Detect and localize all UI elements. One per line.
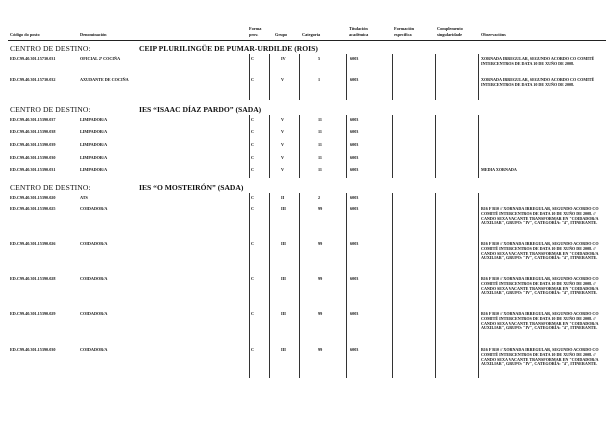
cell-categoria: 99 xyxy=(318,347,323,352)
column-rule xyxy=(269,193,270,378)
cell-titulacion: 6003 xyxy=(350,129,359,134)
cell-grupo: V xyxy=(281,155,285,160)
cell-categoria: 2 xyxy=(318,195,321,200)
cell-observacions: B16 F B10 // XORNADA IRREGULAR, SEGUNDO ACORDO CO COMITÉ INTERCENTROS DE DATA 10 DE XUÑO DE 2008. // CANDO SEXA VACANTE TRANSFORMAR EN "COIDADOR/A AUXILIAR", GRUPO: "IV", CATEGORÍA: "4", ITINERANTE. xyxy=(481,206,599,226)
cell-denominacion: LIMPADOR/A xyxy=(80,167,108,172)
column-rule xyxy=(392,54,393,100)
cell-observacions: B16 F B10 // XORNADA IRREGULAR, SEGUNDO ACORDO CO COMITÉ INTERCENTROS DE DATA 10 DE XUÑO DE 2008. // CANDO SEXA VACANTE TRANSFORMAR EN "COIDADOR/A AUXILIAR", GRUPO: "IV", CATEGORÍA: "4", ITINERANTE. xyxy=(481,276,599,296)
cell-grupo: III xyxy=(281,241,286,246)
cell-code: ED.C99.40.301.15390.031 xyxy=(10,167,56,172)
cell-forma: C xyxy=(251,56,255,61)
cell-grupo: II xyxy=(281,195,285,200)
section-label: CENTRO DE DESTINO: xyxy=(10,183,91,192)
cell-categoria: 1 xyxy=(318,77,321,82)
cell-titulacion: 6003 xyxy=(350,155,359,160)
column-rule xyxy=(435,193,436,378)
cell-titulacion: 6003 xyxy=(350,142,359,147)
cell-forma: C xyxy=(251,167,255,172)
column-rule xyxy=(249,193,250,378)
header-codigo: Código do posto xyxy=(10,32,40,37)
column-rule xyxy=(392,115,393,178)
cell-grupo: V xyxy=(281,129,285,134)
cell-titulacion: 6003 xyxy=(350,117,359,122)
header-rule xyxy=(8,40,606,41)
cell-categoria: 11 xyxy=(318,167,322,172)
cell-denominacion: COIDADOR/A xyxy=(80,206,108,211)
cell-denominacion: ATS xyxy=(80,195,88,200)
header-formacion-line2: específica xyxy=(394,32,412,37)
column-rule xyxy=(478,115,479,178)
cell-observacions: B16 F B10 // XORNADA IRREGULAR, SEGUNDO ACORDO CO COMITÉ INTERCENTROS DE DATA 10 DE XUÑO DE 2008. // CANDO SEXA VACANTE TRANSFORMAR EN "COIDADOR/A AUXILIAR", GRUPO: "IV", CATEGORÍA: "4", ITINERANTE. xyxy=(481,347,599,367)
cell-denominacion: LIMPADOR/A xyxy=(80,142,108,147)
section-label: CENTRO DE DESTINO: xyxy=(10,44,91,53)
header-grupo: Grupo xyxy=(275,32,288,37)
cell-denominacion: AXUDANTE DE COCIÑA xyxy=(80,77,129,82)
cell-forma: C xyxy=(251,347,255,352)
cell-forma: C xyxy=(251,206,255,211)
header-observacions: Observacións xyxy=(481,32,506,37)
header-titulacion-line1: Titulación xyxy=(349,26,368,31)
cell-forma: C xyxy=(251,77,255,82)
column-rule xyxy=(299,54,300,100)
cell-forma: C xyxy=(251,311,255,316)
header-complemento-line2: singularidade xyxy=(437,32,463,37)
cell-titulacion: 6003 xyxy=(350,206,359,211)
cell-forma: C xyxy=(251,155,255,160)
cell-denominacion: COIDADOR/A xyxy=(80,311,108,316)
cell-categoria: 11 xyxy=(318,142,322,147)
cell-code: ED.C99.40.301.15390.029 xyxy=(10,311,56,316)
cell-categoria: 99 xyxy=(318,241,323,246)
cell-grupo: III xyxy=(281,311,286,316)
cell-forma: C xyxy=(251,241,255,246)
column-rule xyxy=(435,115,436,178)
cell-code: ED.C99.40.301.15390.020 xyxy=(10,195,56,200)
header-denominacion: Denominación xyxy=(80,32,107,37)
cell-code: ED.C99.40.301.15390.028 xyxy=(10,276,56,281)
cell-observacions: B16 F B10 // XORNADA IRREGULAR, SEGUNDO ACORDO CO COMITÉ INTERCENTROS DE DATA 10 DE XUÑO DE 2008. // CANDO SEXA VACANTE TRANSFORMAR EN "COIDADOR/A AUXILIAR", GRUPO: "IV", CATEGORÍA: "4", ITINERANTE. xyxy=(481,311,599,331)
section-label: CENTRO DE DESTINO: xyxy=(10,105,91,114)
column-rule xyxy=(249,54,250,100)
cell-code: ED.C99.40.301.15390.025 xyxy=(10,206,56,211)
cell-titulacion: 6003 xyxy=(350,241,359,246)
cell-grupo: V xyxy=(281,77,285,82)
cell-categoria: 11 xyxy=(318,129,322,134)
column-rule xyxy=(392,193,393,378)
cell-titulacion: 6003 xyxy=(350,56,359,61)
cell-denominacion: OFICIAL 2ª COCIÑA xyxy=(80,56,121,61)
cell-grupo: V xyxy=(281,117,285,122)
column-rule xyxy=(346,193,347,378)
header-forma-line2: prov. xyxy=(249,32,259,37)
header-categoria: Categoría xyxy=(302,32,321,37)
column-rule xyxy=(269,54,270,100)
cell-categoria: 5 xyxy=(318,56,321,61)
cell-categoria: 11 xyxy=(318,155,322,160)
cell-grupo: III xyxy=(281,347,286,352)
column-rule xyxy=(299,115,300,178)
cell-observacions: XORNADA IRREGULAR, SEGUNDO ACORDO CO COMITÉ INTERCENTROS DE DATA 10 DE XUÑO DE 2008. xyxy=(481,77,595,87)
cell-titulacion: 6003 xyxy=(350,347,359,352)
cell-categoria: 99 xyxy=(318,311,323,316)
section-center-name: IES “ISAAC DÍAZ PARDO” (SADA) xyxy=(139,105,262,114)
cell-forma: C xyxy=(251,276,255,281)
column-rule xyxy=(435,54,436,100)
cell-denominacion: COIDADOR/A xyxy=(80,276,108,281)
cell-code: ED.C99.40.301.15390.030 xyxy=(10,347,56,352)
column-rule xyxy=(346,115,347,178)
cell-denominacion: COIDADOR/A xyxy=(80,241,108,246)
column-rule xyxy=(346,54,347,100)
cell-observacions: B16 F B10 // XORNADA IRREGULAR, SEGUNDO ACORDO CO COMITÉ INTERCENTROS DE DATA 10 DE XUÑO DE 2008. // CANDO SEXA VACANTE TRANSFORMAR EN "COIDADOR/A AUXILIAR", GRUPO: "IV", CATEGORÍA: "4", ITINERANTE. xyxy=(481,241,599,261)
cell-titulacion: 6003 xyxy=(350,77,359,82)
cell-titulacion: 6003 xyxy=(350,276,359,281)
column-rule xyxy=(478,54,479,100)
cell-observacions: XORNADA IRREGULAR, SEGUNDO ACORDO CO COMITÉ INTERCENTROS DE DATA 10 DE XUÑO DE 2008. xyxy=(481,56,595,66)
column-rule xyxy=(478,193,479,378)
cell-code: ED.C99.40.301.15730.032 xyxy=(10,77,56,82)
cell-denominacion: LIMPADOR/A xyxy=(80,117,108,122)
cell-categoria: 99 xyxy=(318,276,323,281)
cell-grupo: III xyxy=(281,206,286,211)
cell-denominacion: LIMPADOR/A xyxy=(80,155,108,160)
cell-denominacion: COIDADOR/A xyxy=(80,347,108,352)
cell-titulacion: 6003 xyxy=(350,311,359,316)
header-forma-line1: Forma xyxy=(249,26,262,31)
header-complemento-line1: Complemento xyxy=(437,26,463,31)
column-rule xyxy=(299,193,300,378)
section-center-name: IES “O MOSTEIRÓN” (SADA) xyxy=(139,183,244,192)
cell-grupo: IV xyxy=(281,56,286,61)
cell-code: ED.C99.40.301.15730.031 xyxy=(10,56,56,61)
cell-code: ED.C99.40.301.15390.039 xyxy=(10,142,56,147)
cell-forma: C xyxy=(251,195,255,200)
cell-grupo: III xyxy=(281,276,286,281)
cell-grupo: V xyxy=(281,142,285,147)
column-rule xyxy=(269,115,270,178)
cell-categoria: 11 xyxy=(318,117,322,122)
cell-denominacion: LIMPADOR/A xyxy=(80,129,108,134)
column-rule xyxy=(249,115,250,178)
cell-forma: C xyxy=(251,117,255,122)
cell-forma: C xyxy=(251,129,255,134)
cell-categoria: 99 xyxy=(318,206,323,211)
cell-observacions: MEDIA XORNADA xyxy=(481,167,517,172)
cell-code: ED.C99.40.301.15390.026 xyxy=(10,241,56,246)
cell-code: ED.C99.40.301.15390.038 xyxy=(10,129,56,134)
section-center-name: CEIP PLURILINGÜE DE PUMAR-URDILDE (ROIS) xyxy=(139,44,318,53)
cell-grupo: V xyxy=(281,167,285,172)
header-formacion-line1: Formación xyxy=(394,26,415,31)
cell-forma: C xyxy=(251,142,255,147)
cell-code: ED.C99.40.301.15390.037 xyxy=(10,117,56,122)
cell-titulacion: 6003 xyxy=(350,167,359,172)
header-titulacion-line2: académica xyxy=(349,32,369,37)
cell-code: ED.C99.40.301.15390.030 xyxy=(10,155,56,160)
cell-titulacion: 6003 xyxy=(350,195,359,200)
